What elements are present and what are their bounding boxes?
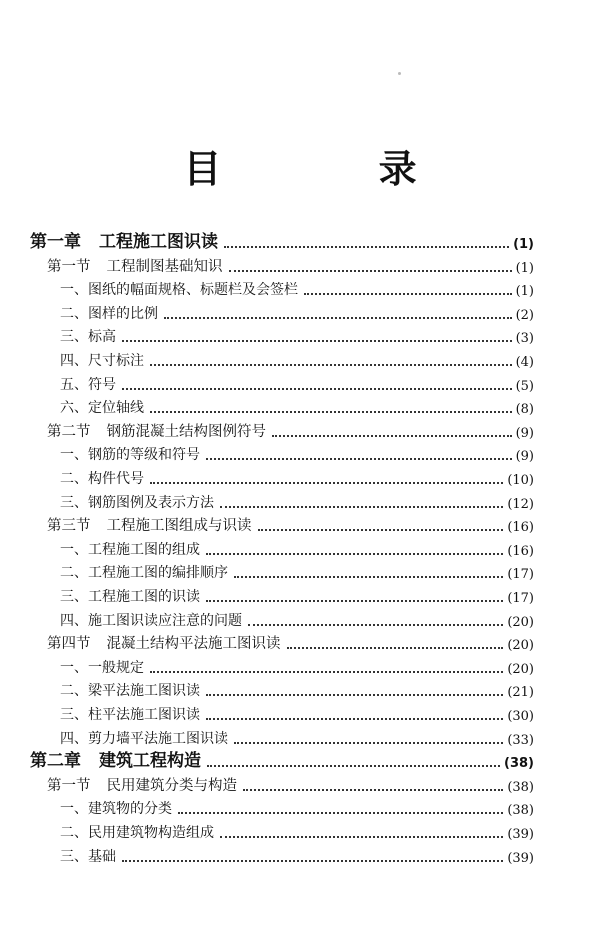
toc-page-number: (21) xyxy=(507,685,534,701)
scan-speck xyxy=(398,72,401,75)
toc-item[interactable] xyxy=(60,350,534,370)
toc-entry-number: 第一节 xyxy=(47,777,91,794)
toc-entry-number: 一、 xyxy=(60,541,88,558)
toc-page-number: (1) xyxy=(515,284,534,300)
toc-entry-title xyxy=(47,632,281,653)
toc-page-number: (16) xyxy=(507,543,534,559)
toc-entry-text: 工程施工图组成与识读 xyxy=(106,518,252,535)
toc-item[interactable] xyxy=(60,846,534,866)
toc-page-number: (17) xyxy=(507,567,534,583)
dot-leader xyxy=(150,671,503,673)
dot-leader xyxy=(150,364,512,366)
dot-leader xyxy=(206,718,503,720)
toc-entry-number: 二、 xyxy=(60,305,88,322)
dot-leader xyxy=(122,860,503,862)
dot-leader xyxy=(150,411,512,413)
toc-entry-text: 工程施工图识读 xyxy=(99,232,218,252)
toc-entry-text: 基础 xyxy=(88,848,116,865)
toc-item[interactable] xyxy=(60,586,534,606)
toc-entry-text: 剪力墙平法施工图识读 xyxy=(88,730,228,747)
toc-page-number: (39) xyxy=(507,850,534,866)
toc-entry-title xyxy=(47,514,252,535)
toc-page-number: (39) xyxy=(507,827,534,842)
toc-item[interactable] xyxy=(60,539,534,559)
toc-entry-number: 三、 xyxy=(60,589,88,605)
toc-entry-number: 第二节 xyxy=(47,423,91,440)
toc-item[interactable] xyxy=(60,562,534,582)
toc-entry-text: 民用建筑物构造组成 xyxy=(88,825,214,841)
toc-entry-text: 定位轴线 xyxy=(88,400,144,417)
toc-page-number: (5) xyxy=(515,378,534,394)
toc-item[interactable] xyxy=(60,798,534,818)
toc-entry-title xyxy=(60,586,200,606)
toc-chapter[interactable] xyxy=(30,751,534,771)
toc-entry-number: 一、 xyxy=(60,447,88,464)
toc-item[interactable] xyxy=(60,397,534,417)
dot-leader xyxy=(122,388,512,390)
dot-leader xyxy=(229,270,512,272)
toc-entry-text: 构件代号 xyxy=(88,471,144,487)
toc-entry-text: 钢筋混凝土结构图例符号 xyxy=(106,423,266,440)
toc-item[interactable] xyxy=(60,704,534,724)
toc-entry-title xyxy=(60,728,228,748)
toc-entry-text: 施工图识读应注意的问题 xyxy=(88,612,242,629)
toc-page-number: (30) xyxy=(507,709,534,724)
toc-entry-text: 柱平法施工图识读 xyxy=(88,707,200,723)
toc-entry-title xyxy=(60,798,172,818)
toc-entry-text: 民用建筑分类与构造 xyxy=(106,777,237,794)
toc-item[interactable] xyxy=(60,468,534,488)
toc-entry-title xyxy=(30,746,201,771)
toc-entry-title xyxy=(60,822,214,842)
toc-item[interactable] xyxy=(60,728,534,748)
toc-page-number: (20) xyxy=(507,614,534,630)
toc-entry-text: 钢筋图例及表示方法 xyxy=(88,494,214,511)
toc-entry-number: 三、 xyxy=(60,494,88,511)
toc-entry-text: 图纸的幅面规格、标题栏及会签栏 xyxy=(88,282,298,299)
toc-entry-title xyxy=(60,468,144,488)
toc-entry-title xyxy=(60,444,200,464)
toc-item[interactable] xyxy=(60,444,534,464)
toc-page-number: (20) xyxy=(507,661,534,677)
toc-page-number: (33) xyxy=(507,732,534,748)
toc-entry-number: 三、 xyxy=(60,707,88,723)
toc-page-number: (12) xyxy=(507,496,534,512)
dot-leader xyxy=(248,624,503,626)
dot-leader xyxy=(234,576,503,578)
toc-item[interactable] xyxy=(60,822,534,842)
dot-leader xyxy=(207,765,500,767)
page-title: 目 录 xyxy=(183,146,489,191)
toc-entry-number: 一、 xyxy=(60,659,88,676)
toc-entry-text: 工程制图基础知识 xyxy=(106,258,223,275)
toc-entry-title xyxy=(60,492,214,512)
toc-entry-number: 四、 xyxy=(60,612,88,629)
toc-entry-title xyxy=(60,350,144,370)
toc-item[interactable] xyxy=(60,303,534,323)
toc-page-number: (10) xyxy=(507,473,534,488)
toc-entry-title xyxy=(60,303,158,323)
toc-entry-text: 工程施工图的识读 xyxy=(88,589,200,605)
dot-leader xyxy=(224,246,509,248)
dot-leader xyxy=(164,317,512,319)
toc-page-number: (1) xyxy=(515,260,534,276)
dot-leader xyxy=(206,694,503,696)
toc-item[interactable] xyxy=(60,657,534,677)
toc-entry-number: 六、 xyxy=(60,400,88,417)
toc-entry-number: 第三节 xyxy=(47,518,91,535)
toc-page-number: (17) xyxy=(507,591,534,606)
toc-page-number: (3) xyxy=(515,331,534,347)
toc-entry-title xyxy=(60,846,116,866)
toc-section[interactable] xyxy=(47,775,534,795)
toc-chapter[interactable] xyxy=(30,232,534,252)
toc-entry-text: 尺寸标注 xyxy=(88,353,144,369)
toc-entry-title xyxy=(47,255,223,276)
toc-page-number: (2) xyxy=(515,307,534,323)
toc-entry-title xyxy=(60,562,228,582)
toc-entry-number: 一、 xyxy=(60,282,88,299)
toc-entry-text: 工程施工图的组成 xyxy=(88,541,200,558)
toc-page-number: (1) xyxy=(513,237,534,252)
toc-entry-title xyxy=(60,539,200,559)
toc-entry-number: 三、 xyxy=(60,329,88,346)
toc-page-number: (38) xyxy=(507,803,534,819)
toc-entry-number: 第四节 xyxy=(47,636,91,653)
toc-entry-number: 四、 xyxy=(60,730,88,747)
toc-page-number: (8) xyxy=(515,402,534,418)
toc-entry-title xyxy=(60,680,200,700)
toc-entry-title xyxy=(60,610,242,630)
toc-entry-title xyxy=(60,279,298,299)
toc-entry-title xyxy=(60,657,144,677)
dot-leader xyxy=(122,340,512,342)
toc-entry-text: 工程施工图的编排顺序 xyxy=(88,565,228,582)
toc-page-number: (9) xyxy=(515,449,534,465)
toc-page-number: (16) xyxy=(507,520,534,536)
dot-leader xyxy=(178,812,503,814)
dot-leader xyxy=(206,553,503,555)
toc-entry-number: 五、 xyxy=(60,376,88,393)
toc-entry-title xyxy=(60,374,116,394)
toc-entry-number: 二、 xyxy=(60,825,88,841)
dot-leader xyxy=(258,529,504,531)
toc-entry-number: 第一章 xyxy=(30,232,81,252)
toc-entry-title xyxy=(60,704,200,724)
toc-page-number: (38) xyxy=(504,756,534,772)
toc-entry-text: 标高 xyxy=(88,329,116,346)
toc-section[interactable] xyxy=(47,256,534,276)
dot-leader xyxy=(206,458,512,460)
toc-entry-text: 钢筋的等级和符号 xyxy=(88,447,200,464)
toc-item[interactable] xyxy=(60,374,534,394)
dot-leader xyxy=(304,293,512,295)
dot-leader xyxy=(234,742,503,744)
toc-section[interactable] xyxy=(47,515,534,535)
dot-leader xyxy=(272,435,512,437)
toc-entry-text: 建筑物的分类 xyxy=(88,801,172,818)
toc-entry-number: 第二章 xyxy=(30,751,81,772)
dot-leader xyxy=(287,647,504,649)
toc-entry-title xyxy=(47,420,266,441)
toc-entry-number: 二、 xyxy=(60,565,88,582)
toc-entry-number: 四、 xyxy=(60,353,88,369)
toc-entry-number: 二、 xyxy=(60,471,88,487)
toc-page-number: (20) xyxy=(507,638,534,654)
dot-leader xyxy=(243,789,503,791)
toc-entry-text: 一般规定 xyxy=(88,659,144,676)
toc-item[interactable] xyxy=(60,492,534,512)
toc-page-number: (38) xyxy=(507,779,534,795)
toc-item[interactable] xyxy=(60,326,534,346)
toc-entry-title xyxy=(60,326,116,346)
toc-entry-number: 一、 xyxy=(60,801,88,818)
toc-page-number: (4) xyxy=(515,355,534,370)
toc-section[interactable] xyxy=(47,421,534,441)
dot-leader xyxy=(220,506,503,508)
toc-entry-text: 建筑工程构造 xyxy=(99,751,201,772)
toc-entry-text: 图样的比例 xyxy=(88,305,158,322)
toc-entry-number: 二、 xyxy=(60,683,88,700)
toc-page-number: (9) xyxy=(515,425,534,441)
toc-item[interactable] xyxy=(60,680,534,700)
toc-entry-number: 第一节 xyxy=(47,258,91,275)
toc-section[interactable] xyxy=(47,633,534,653)
toc-entry-text: 梁平法施工图识读 xyxy=(88,683,200,700)
toc-entry-text: 混凝土结构平法施工图识读 xyxy=(106,636,281,653)
dot-leader xyxy=(206,600,503,602)
toc-item[interactable] xyxy=(60,279,534,299)
toc-entry-title xyxy=(60,397,144,417)
toc-entry-text: 符号 xyxy=(88,376,116,393)
toc-item[interactable] xyxy=(60,610,534,630)
dot-leader xyxy=(150,482,503,484)
toc-entry-title xyxy=(47,774,237,795)
toc-entry-title xyxy=(30,227,218,252)
toc-entry-number: 三、 xyxy=(60,848,88,865)
dot-leader xyxy=(220,836,503,838)
